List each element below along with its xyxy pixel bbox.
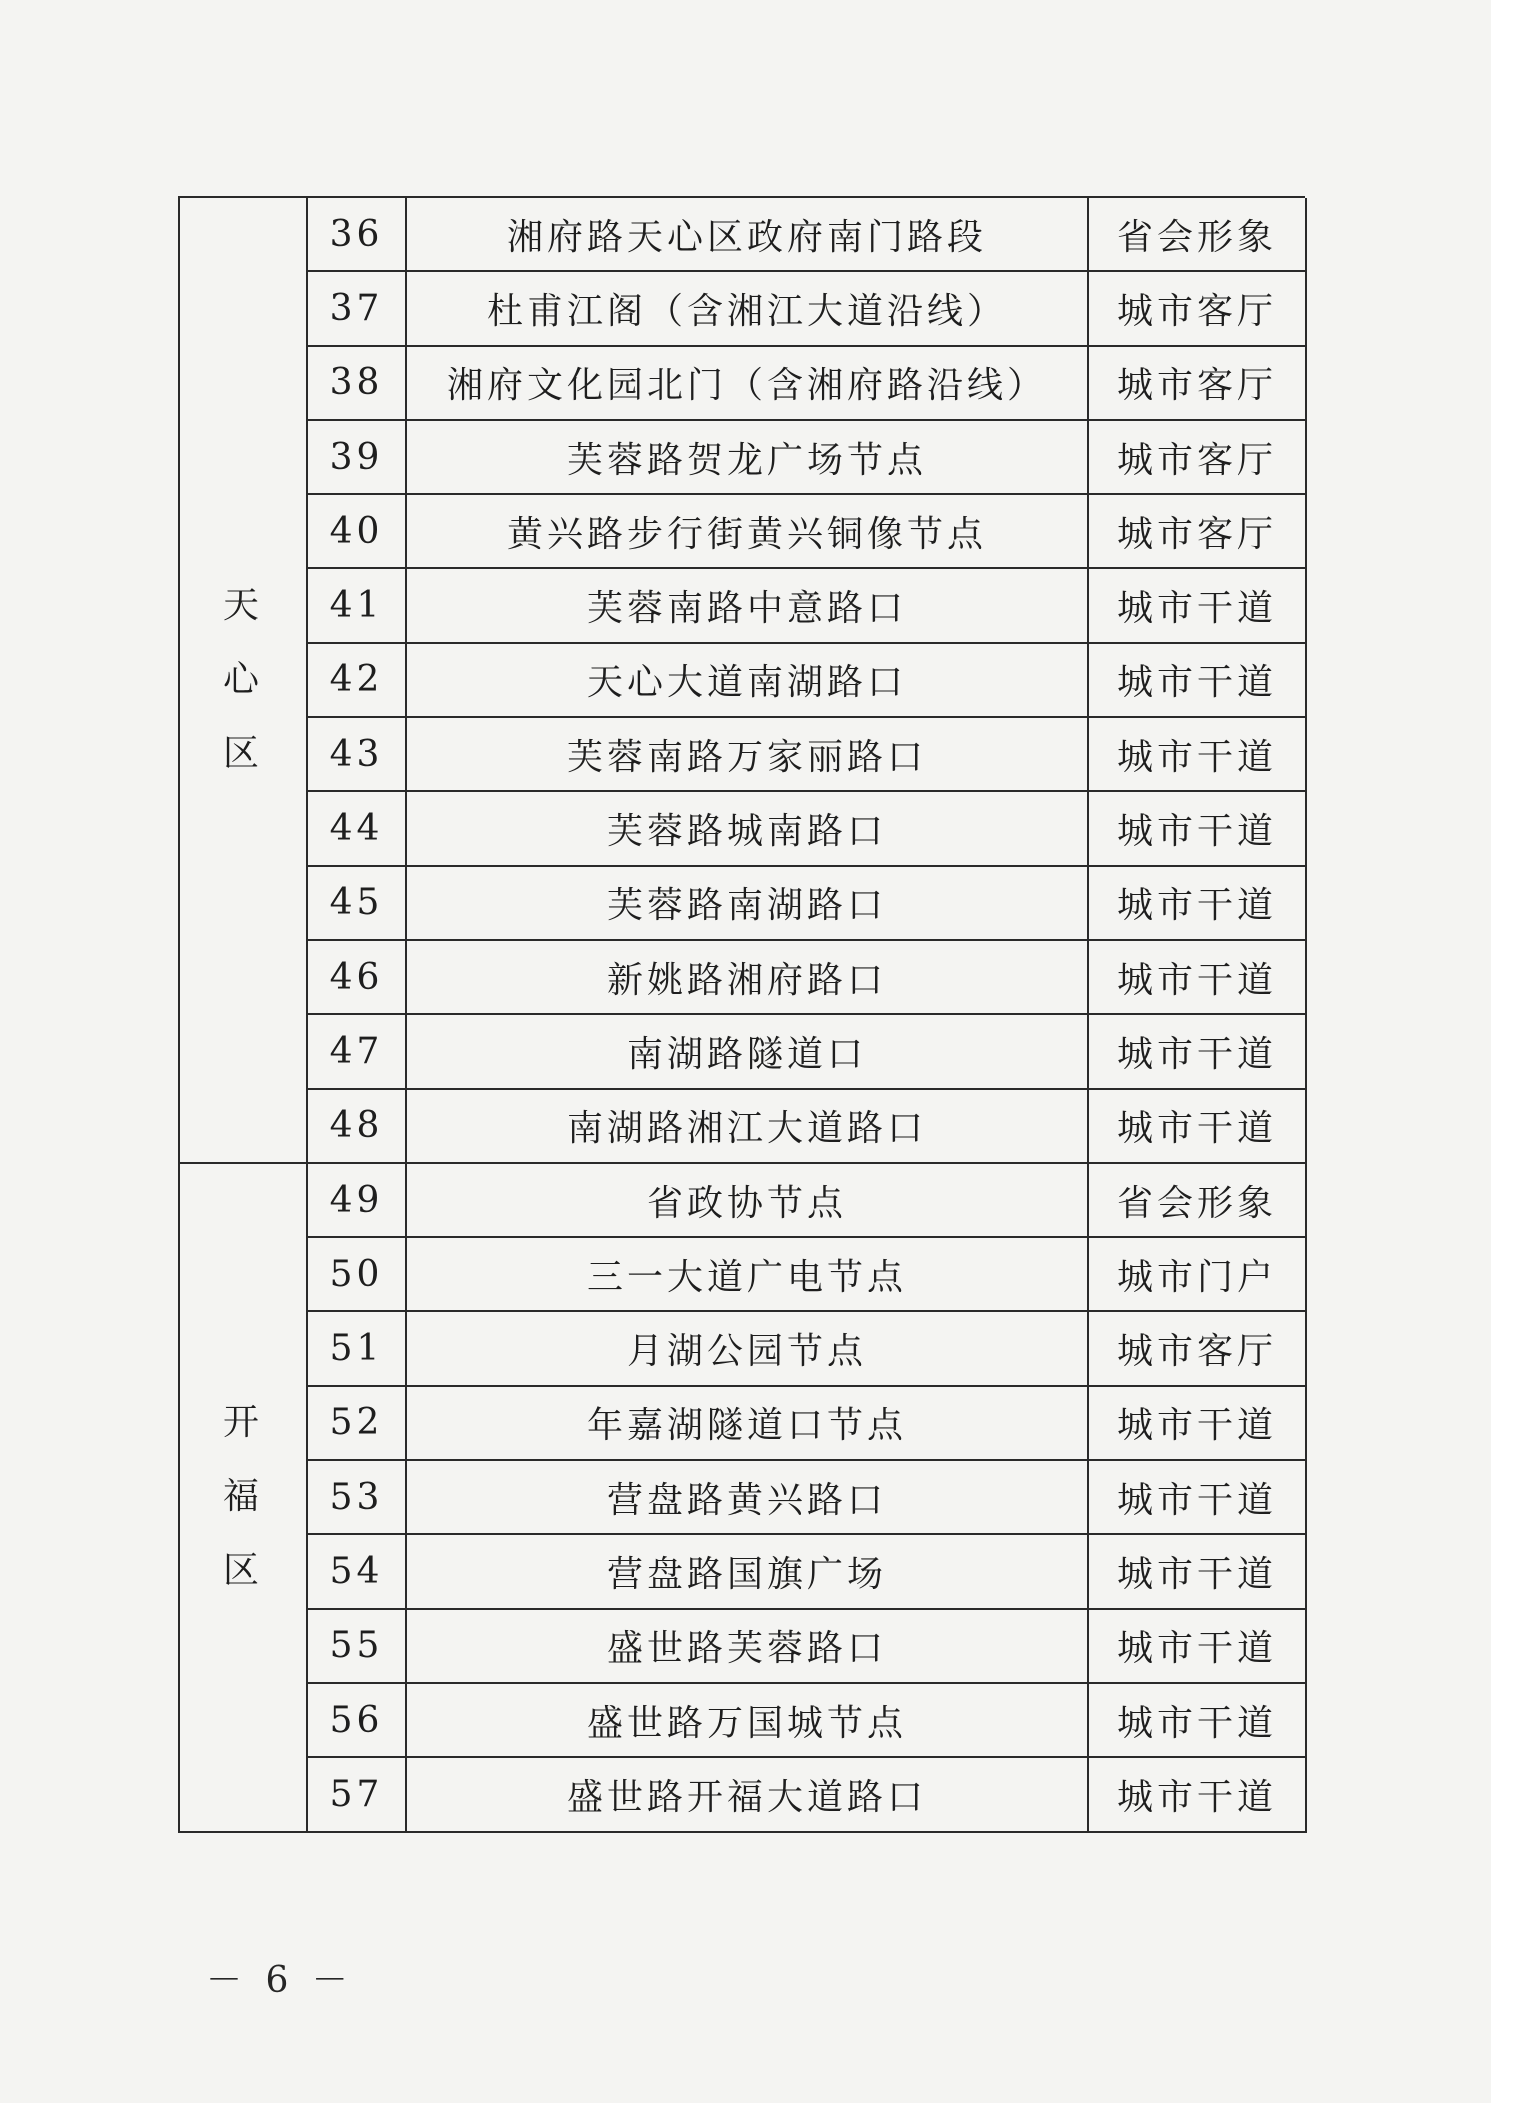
site-name: 盛世路开福大道路口 bbox=[406, 1757, 1088, 1831]
row-number: 48 bbox=[307, 1089, 406, 1163]
site-name: 芙蓉路城南路口 bbox=[406, 791, 1088, 865]
table-row bbox=[180, 1683, 1306, 1757]
site-category: 省会形象 bbox=[1088, 198, 1306, 271]
site-name: 南湖路隧道口 bbox=[406, 1014, 1088, 1088]
sites-table-frame bbox=[178, 196, 1305, 1833]
site-category: 城市客厅 bbox=[1088, 346, 1306, 420]
site-name: 湘府文化园北门（含湘府路沿线） bbox=[406, 346, 1088, 420]
row-number: 39 bbox=[307, 420, 406, 494]
site-category: 城市干道 bbox=[1088, 1534, 1306, 1608]
district-cell bbox=[180, 198, 307, 1163]
site-name: 芙蓉路贺龙广场节点 bbox=[406, 420, 1088, 494]
site-category: 城市干道 bbox=[1088, 866, 1306, 940]
table-row bbox=[180, 717, 1306, 791]
table-row bbox=[180, 198, 1306, 271]
row-number: 57 bbox=[307, 1757, 406, 1831]
row-number: 47 bbox=[307, 1014, 406, 1088]
district-char: 开 bbox=[222, 1402, 263, 1444]
table-row bbox=[180, 1534, 1306, 1608]
table-row bbox=[180, 791, 1306, 865]
row-number: 43 bbox=[307, 717, 406, 791]
table-row bbox=[180, 1237, 1306, 1311]
district-cell bbox=[180, 1163, 307, 1832]
row-number: 54 bbox=[307, 1534, 406, 1608]
table-row bbox=[180, 1757, 1306, 1831]
table-row bbox=[180, 1609, 1306, 1683]
table-row bbox=[180, 866, 1306, 940]
site-category: 城市干道 bbox=[1088, 1386, 1306, 1460]
row-number: 56 bbox=[307, 1683, 406, 1757]
page-edge bbox=[1491, 0, 1529, 2103]
row-number: 37 bbox=[307, 271, 406, 345]
row-number: 36 bbox=[307, 198, 406, 271]
site-name: 新姚路湘府路口 bbox=[406, 940, 1088, 1014]
site-name: 杜甫江阁（含湘江大道沿线） bbox=[406, 271, 1088, 345]
district-char: 区 bbox=[222, 1550, 263, 1592]
site-name: 营盘路国旗广场 bbox=[406, 1534, 1088, 1608]
site-name: 黄兴路步行街黄兴铜像节点 bbox=[406, 494, 1088, 568]
table-row bbox=[180, 568, 1306, 642]
site-category: 省会形象 bbox=[1088, 1163, 1306, 1237]
site-category: 城市客厅 bbox=[1088, 1311, 1306, 1385]
site-name: 盛世路芙蓉路口 bbox=[406, 1609, 1088, 1683]
site-category: 城市干道 bbox=[1088, 717, 1306, 791]
row-number: 51 bbox=[307, 1311, 406, 1385]
site-name: 月湖公园节点 bbox=[406, 1311, 1088, 1385]
table-row bbox=[180, 940, 1306, 1014]
sites-table bbox=[180, 198, 1307, 1833]
table-row bbox=[180, 271, 1306, 345]
row-number: 46 bbox=[307, 940, 406, 1014]
district-char: 心 bbox=[222, 658, 263, 700]
row-number: 53 bbox=[307, 1460, 406, 1534]
site-category: 城市干道 bbox=[1088, 1683, 1306, 1757]
table-row bbox=[180, 346, 1306, 420]
site-name: 湘府路天心区政府南门路段 bbox=[406, 198, 1088, 271]
site-category: 城市干道 bbox=[1088, 1460, 1306, 1534]
site-name: 南湖路湘江大道路口 bbox=[406, 1089, 1088, 1163]
site-category: 城市干道 bbox=[1088, 1757, 1306, 1831]
table-row bbox=[180, 643, 1306, 717]
table-row bbox=[180, 1386, 1306, 1460]
row-number: 40 bbox=[307, 494, 406, 568]
site-name: 年嘉湖隧道口节点 bbox=[406, 1386, 1088, 1460]
site-category: 城市客厅 bbox=[1088, 420, 1306, 494]
site-name: 芙蓉南路万家丽路口 bbox=[406, 717, 1088, 791]
row-number: 50 bbox=[307, 1237, 406, 1311]
table-row bbox=[180, 420, 1306, 494]
site-name: 盛世路万国城节点 bbox=[406, 1683, 1088, 1757]
site-name: 营盘路黄兴路口 bbox=[406, 1460, 1088, 1534]
row-number: 38 bbox=[307, 346, 406, 420]
district-char: 天 bbox=[222, 584, 263, 626]
row-number: 55 bbox=[307, 1609, 406, 1683]
site-category: 城市干道 bbox=[1088, 791, 1306, 865]
site-name: 省政协节点 bbox=[406, 1163, 1088, 1237]
site-category: 城市客厅 bbox=[1088, 271, 1306, 345]
site-name: 三一大道广电节点 bbox=[406, 1237, 1088, 1311]
site-category: 城市干道 bbox=[1088, 1014, 1306, 1088]
district-char: 区 bbox=[222, 732, 263, 774]
row-number: 52 bbox=[307, 1386, 406, 1460]
site-name: 天心大道南湖路口 bbox=[406, 643, 1088, 717]
table-row bbox=[180, 494, 1306, 568]
site-category: 城市干道 bbox=[1088, 940, 1306, 1014]
district-label bbox=[180, 586, 306, 774]
site-category: 城市干道 bbox=[1088, 1089, 1306, 1163]
sites-table-body bbox=[180, 198, 1306, 1832]
page-number: － 6 － bbox=[206, 1960, 354, 2001]
site-category: 城市客厅 bbox=[1088, 494, 1306, 568]
district-char: 福 bbox=[222, 1476, 263, 1518]
table-row bbox=[180, 1460, 1306, 1534]
site-category: 城市干道 bbox=[1088, 1609, 1306, 1683]
row-number: 44 bbox=[307, 791, 406, 865]
row-number: 45 bbox=[307, 866, 406, 940]
table-row bbox=[180, 1311, 1306, 1385]
site-name: 芙蓉南路中意路口 bbox=[406, 568, 1088, 642]
row-number: 49 bbox=[307, 1163, 406, 1237]
table-row bbox=[180, 1163, 1306, 1237]
site-category: 城市干道 bbox=[1088, 643, 1306, 717]
site-name: 芙蓉路南湖路口 bbox=[406, 866, 1088, 940]
row-number: 42 bbox=[307, 643, 406, 717]
site-category: 城市门户 bbox=[1088, 1237, 1306, 1311]
district-label bbox=[180, 1403, 306, 1591]
table-row bbox=[180, 1014, 1306, 1088]
table-row bbox=[180, 1089, 1306, 1163]
site-category: 城市干道 bbox=[1088, 568, 1306, 642]
row-number: 41 bbox=[307, 568, 406, 642]
